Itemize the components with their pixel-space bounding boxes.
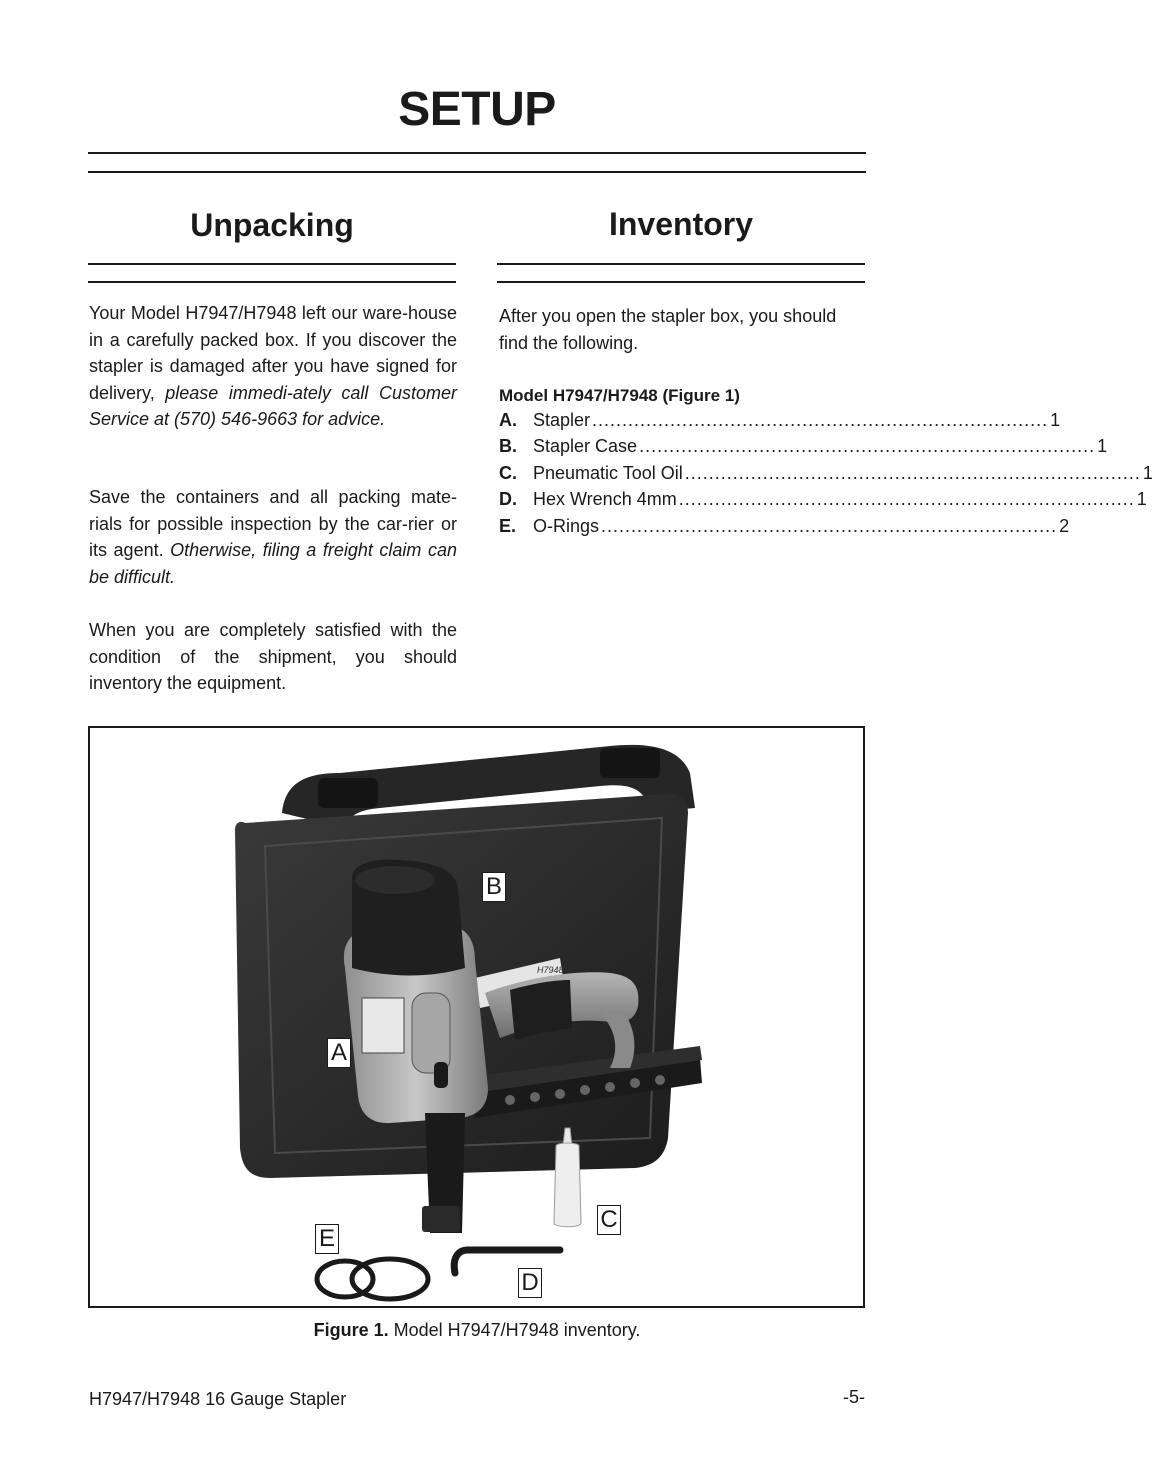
callout-e: E: [315, 1224, 339, 1254]
unpacking-p1-italic: please immedi-ately call Customer Service at (570) 546-9663 for advice.: [89, 382, 457, 429]
inventory-item-qty: 1: [1136, 489, 1147, 509]
inventory-item-qty: 2: [1059, 516, 1070, 536]
footer-product-name: H7947/H7948 16 Gauge Stapler: [89, 1389, 347, 1409]
footer-page-number: -5-: [843, 1387, 865, 1407]
inventory-item-qty: 1: [1142, 463, 1153, 483]
unpacking-p1-text: Your Model H7947/H7948 left our ware-house in a carefully packed box. If you discover the stapler is damaged after you have signed for delivery,: [89, 303, 457, 403]
inventory-item-letter: C.: [499, 463, 517, 483]
inventory-item-letter: E.: [499, 516, 517, 536]
inventory-rule-top: [497, 263, 865, 265]
figure-caption: [0, 1320, 954, 1341]
stapler-kit-illustration: [90, 728, 863, 1306]
o-rings-shape: [317, 1259, 428, 1299]
leader-dots: ............................................................................: [601, 516, 1058, 536]
callout-a: A: [327, 1038, 351, 1068]
callout-c: C: [597, 1205, 621, 1235]
inventory-item-name: Pneumatic Tool Oil: [533, 463, 683, 483]
inventory-intro: After you open the stapler box, you should find the following.: [499, 306, 837, 353]
hex-wrench-shape: [454, 1250, 560, 1273]
inventory-item: [499, 436, 1108, 462]
inventory-rule-bottom: [497, 281, 865, 283]
title-rule-bottom: [88, 171, 866, 173]
figure-1-box: [88, 726, 865, 1308]
unpacking-p2-text: Save the containers and all packing mate-rials for possible inspection by the car-rier or its agent.: [89, 487, 457, 560]
page-title: SETUP: [398, 83, 556, 136]
unpacking-title: Unpacking: [190, 207, 354, 243]
inventory-item: [499, 463, 1153, 489]
inventory-item-letter: A.: [499, 410, 517, 430]
inventory-item: [499, 489, 1147, 515]
unpacking-p2-italic: Otherwise, filing a freight claim can be difficult.: [89, 540, 457, 587]
inventory-item-letter: D.: [499, 489, 517, 509]
leader-dots: ............................................................................: [639, 436, 1096, 456]
inventory-item-name: Stapler Case: [533, 436, 638, 456]
inventory-item-qty: 1: [1097, 436, 1108, 456]
figure-caption-label: Figure 1.: [313, 1320, 389, 1340]
figure-caption-text: Model H7947/H7948 inventory.: [388, 1320, 641, 1340]
inventory-item-name: Hex Wrench 4mm: [533, 489, 677, 509]
inventory-model-heading: Model H7947/H7948 (Figure 1): [499, 386, 740, 405]
inventory-item-name: O-Rings: [533, 516, 600, 536]
leader-dots: ............................................................................: [592, 410, 1049, 430]
inventory-item-letter: B.: [499, 436, 517, 456]
unpacking-paragraph-1: [89, 300, 457, 433]
callout-d: D: [518, 1268, 542, 1298]
inventory-item: [499, 410, 1061, 436]
inventory-title: Inventory: [608, 206, 754, 242]
inventory-item: [499, 516, 1070, 542]
leader-dots: ............................................................................: [684, 463, 1141, 483]
inventory-item-qty: 1: [1050, 410, 1061, 430]
inventory-item-name: Stapler: [533, 410, 591, 430]
unpacking-paragraph-3: When you are completely satisfied with the condition of the shipment, you should inventory the equipment.: [89, 620, 457, 693]
unpacking-rule-top: [88, 263, 456, 265]
warning-label-shape: [362, 998, 404, 1053]
title-rule-top: [88, 152, 866, 154]
leader-dots: ............................................................................: [678, 489, 1135, 509]
callout-b: B: [482, 872, 506, 902]
unpacking-rule-bottom: [88, 281, 456, 283]
unpacking-paragraph-2: [89, 484, 457, 590]
stapler-model-label: H7948: [537, 965, 564, 975]
